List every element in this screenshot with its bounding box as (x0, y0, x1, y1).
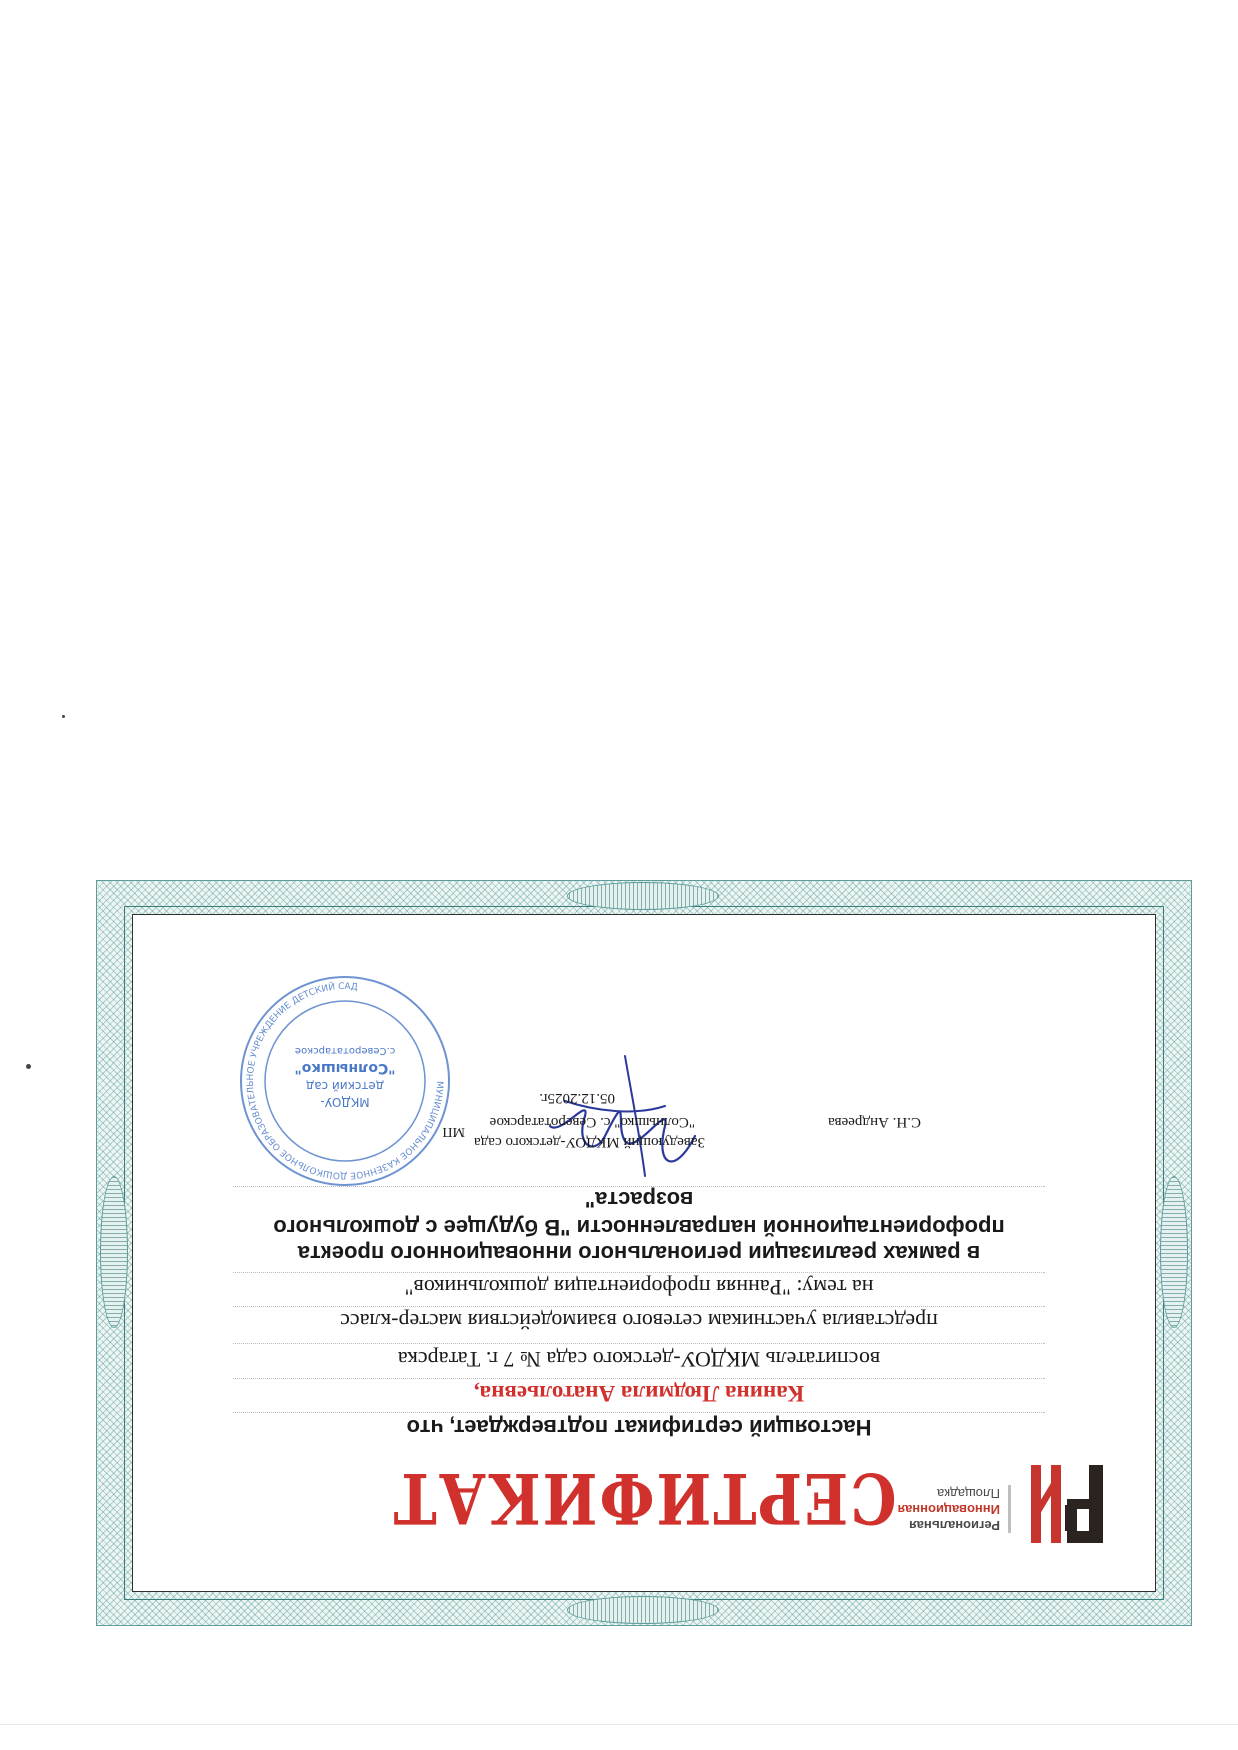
stamp-center-line-4: с.Северотатарское (294, 1045, 396, 1056)
certificate-panel (132, 914, 1156, 1592)
scan-speck (62, 715, 65, 718)
signer-title: Заведующий МКДОУ-детского сада (473, 1134, 705, 1150)
signer-organization: "Солнышко" с. Северотатарское (489, 1114, 695, 1130)
stamp-center-line-3: "Солнышко" (294, 1060, 396, 1076)
stamp-ring-text: МУНИЦИПАЛЬНОЕ КАЗЕННОЕ ДОШКОЛЬНОЕ ОБРАЗОВАТЕЛЬНОЕ УЧРЕЖДЕНИЕ ДЕТСКИЙ САД (245, 981, 445, 1181)
certificate (96, 880, 1192, 1626)
border-ornament-left (1160, 1176, 1188, 1328)
scan-edge-line (0, 1724, 1238, 1725)
border-ornament-bottom (567, 882, 719, 910)
scan-speck (26, 1064, 31, 1069)
round-stamp-icon (235, 966, 455, 1196)
intro-text: Настоящий сертификат подтверждает, что (406, 1415, 872, 1440)
recipient-position: воспитатель МКДОУ-детского сада № 7 г. Татарска (397, 1347, 881, 1372)
project-scope-line-1: в рамках реализации регионального инновационного проекта (297, 1241, 981, 1266)
presented-text: представила участникам сетевого взаимодействия мастер-класс (340, 1309, 938, 1334)
underline (233, 1272, 1045, 1273)
border-ornament-right (100, 1176, 128, 1328)
topic-text: на тему: "Ранняя профориентация дошкольников" (404, 1275, 874, 1300)
logo-line-1: Региональная (909, 1518, 1000, 1533)
signer-name: С.Н. Андреева (828, 1114, 921, 1130)
logo-line-3: Площадка (936, 1486, 1000, 1501)
project-scope-line-2: профориентационной направленности "В будущее с дошкольного возраста" (273, 1187, 1005, 1240)
underline (233, 1343, 1045, 1344)
underline (233, 1306, 1045, 1307)
issue-date: 05.12.2025г. (539, 1090, 615, 1106)
underline (233, 1412, 1045, 1413)
border-ornament-top (567, 1596, 719, 1624)
stamp-place-label: МП (442, 1124, 465, 1139)
stamp-center-line-2: детский сад (305, 1079, 385, 1093)
underline (233, 1378, 1045, 1379)
recipient-name: Канина Людмила Анатольевна, (473, 1381, 805, 1406)
logo-line-2: Инновационная (897, 1502, 1000, 1517)
certificate-title: СЕРТИФИКАТ (391, 1457, 897, 1539)
stamp-center-line-1: МКДОУ- (320, 1095, 370, 1109)
